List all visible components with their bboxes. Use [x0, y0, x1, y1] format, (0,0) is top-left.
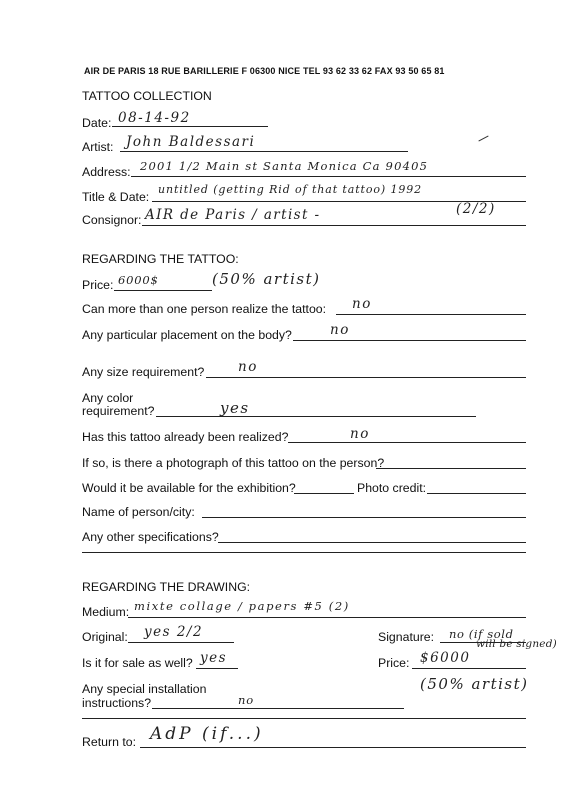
- return-to-line: [140, 747, 526, 748]
- placement-line: [293, 340, 526, 341]
- drawing-price-value[interactable]: $6000: [420, 650, 471, 666]
- medium-value[interactable]: mixte collage / papers #5 (2): [134, 599, 350, 613]
- photo-credit-line[interactable]: [427, 493, 526, 494]
- drawing-price-note: (50% artist): [420, 675, 529, 693]
- tattoo-price-line: [114, 290, 212, 291]
- photograph-line[interactable]: [376, 468, 526, 469]
- installation-value[interactable]: no: [238, 693, 254, 707]
- installation-label-2: instructions?: [82, 696, 152, 710]
- address-line: [131, 176, 526, 177]
- installation-line-2[interactable]: [82, 718, 526, 719]
- title-label: Title & Date:: [82, 190, 150, 204]
- person-city-label: Name of person/city:: [82, 505, 195, 519]
- artist-line: [120, 151, 408, 152]
- original-value[interactable]: yes 2/2: [144, 624, 204, 640]
- realized-value[interactable]: no: [350, 426, 370, 442]
- title-value[interactable]: untitled (getting Rid of that tattoo) 1992: [158, 183, 423, 196]
- gallery-header: AIR DE PARIS 18 RUE BARILLERIE F 06300 NICE TEL 93 62 33 62 FAX 93 50 65 81: [84, 66, 445, 76]
- date-label: Date:: [82, 116, 112, 130]
- for-sale-label: Is it for sale as well?: [82, 656, 193, 670]
- consignor-label: Consignor:: [82, 213, 142, 227]
- artist-label: Artist:: [82, 140, 114, 154]
- tattoo-price-value[interactable]: 6000$: [118, 273, 159, 287]
- placement-label: Any particular placement on the body?: [82, 328, 292, 342]
- signature-value[interactable]: no (if sold: [449, 627, 514, 641]
- other-specs-line[interactable]: [218, 542, 526, 543]
- consignor-note: (2/2): [456, 201, 496, 217]
- tattoo-price-label: Price:: [82, 278, 114, 292]
- drawing-heading: REGARDING THE DRAWING:: [82, 580, 251, 594]
- for-sale-line: [196, 668, 238, 669]
- realized-line: [288, 442, 526, 443]
- address-value[interactable]: 2001 1/2 Main st Santa Monica Ca 90405: [140, 159, 429, 173]
- original-label: Original:: [82, 630, 128, 644]
- medium-line: [128, 617, 526, 618]
- color-value[interactable]: yes: [220, 399, 250, 417]
- photo-credit-label: Photo credit:: [357, 481, 427, 495]
- original-line: [128, 642, 234, 643]
- signature-value-2[interactable]: will be signed): [476, 638, 557, 650]
- color-line: [156, 416, 476, 417]
- return-to-label: Return to:: [82, 735, 136, 749]
- consignor-line: [142, 225, 526, 226]
- placement-value[interactable]: no: [330, 322, 350, 338]
- size-value[interactable]: no: [238, 359, 258, 375]
- drawing-price-label: Price:: [378, 656, 410, 670]
- for-sale-value[interactable]: yes: [200, 650, 228, 666]
- signature-label: Signature:: [378, 630, 435, 644]
- form-title: TATTOO COLLECTION: [82, 89, 212, 103]
- tattoo-heading: REGARDING THE TATTOO:: [82, 252, 239, 266]
- installation-label-1: Any special installation: [82, 682, 207, 696]
- other-specs-line-2[interactable]: [82, 552, 526, 553]
- size-line: [206, 377, 526, 378]
- drawing-price-line: [412, 668, 526, 669]
- color-label-1: Any color: [82, 391, 134, 405]
- color-label-2: requirement?: [82, 404, 155, 418]
- installation-line: [152, 708, 404, 709]
- more-than-one-label: Can more than one person realize the tattoo:: [82, 302, 327, 316]
- exhibition-label: Would it be available for the exhibition?: [82, 481, 296, 495]
- date-line: [112, 126, 268, 127]
- size-label: Any size requirement?: [82, 365, 205, 379]
- date-value[interactable]: 08-14-92: [118, 110, 191, 126]
- consignor-value[interactable]: AIR de Paris / artist -: [145, 207, 321, 223]
- more-than-one-value[interactable]: no: [352, 296, 372, 312]
- realized-label: Has this tattoo already been realized?: [82, 430, 289, 444]
- other-specs-label: Any other specifications?: [82, 530, 219, 544]
- tattoo-price-note: (50% artist): [212, 270, 321, 288]
- check-mark: [478, 135, 488, 141]
- medium-label: Medium:: [82, 605, 130, 619]
- exhibition-line[interactable]: [294, 493, 354, 494]
- more-than-one-line: [336, 314, 526, 315]
- artist-value[interactable]: John Baldessari: [126, 134, 256, 150]
- person-city-line[interactable]: [202, 517, 526, 518]
- address-label: Address:: [82, 165, 131, 179]
- photograph-label: If so, is there a photograph of this tattoo on the person?: [82, 456, 385, 470]
- return-to-value[interactable]: AdP (if...): [150, 724, 264, 744]
